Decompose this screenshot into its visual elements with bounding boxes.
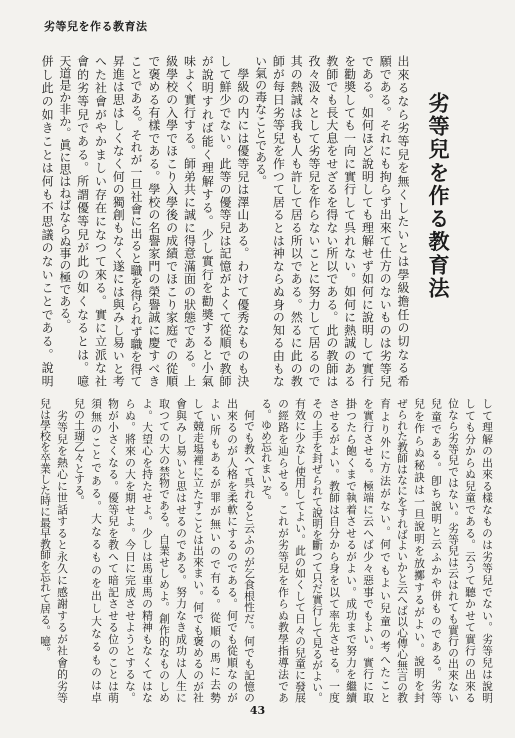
text-column: の經路を辿らせる。これが劣等兒を作らぬ教學指導法であ [277, 398, 290, 703]
text-column: 天道是か非か。眞に思はねばならぬ事の極である。 [57, 55, 72, 331]
text-column: を勸奬しても一向に實行して呉れない。如何に熱誠のある [342, 55, 357, 387]
text-column: よい所もあるが罪が無いので有る。從順の馬に去勢 [209, 398, 222, 703]
text-column: して競走場裡に立たすことは出來まい。何でも褒めるのが社 [192, 398, 205, 703]
text-column: 學級の内には優等兒は澤山ある。わけて優秀なものも決 [235, 55, 250, 387]
text-column: が說明すれば能く理解する。少し實行を勸奬すると小氣 [200, 55, 215, 387]
text-column: 須無のことである。大なるものを出し大なるものは卓 [90, 398, 103, 703]
text-column: 何でも教へて呉れると云ふのが乞食根性だ。何でも記憶の [243, 398, 256, 703]
text-column: である。如何ほど說明しても理解せず如何に說明して實行 [360, 55, 375, 387]
article-title: 劣等兒を作る教育法 [426, 92, 451, 298]
text-column: 會的劣等兒である。所謂優等兒が此の如くなるとは。噫 [75, 55, 90, 387]
lower-text-block [37, 398, 496, 703]
text-column: 教師でも長大息をせざるを得ない所以である。此の教師は [324, 55, 339, 387]
text-column: 級學校の入學でほこり入學後の成績でほこり家庭での從順 [164, 55, 179, 387]
text-column: 併し此の如きことは何も不思議のないことである。說明 [40, 55, 55, 387]
text-column: 孜々汲々として劣等兒を作らないことに努力して居るので [307, 55, 322, 387]
page-number: 43 [249, 704, 266, 717]
text-column: らぬ。將來の大を期せよ。今日に完成させようとするな。 [124, 398, 137, 703]
upper-text-block [37, 55, 411, 387]
text-column: 位なら劣等兒ではない。劣等兒は云はれても實行の出來ない [447, 398, 460, 703]
text-column: その上手を封ぜられて說明を斷つて只だ實行して見るがよい。 [311, 398, 324, 703]
text-column: 出來るのが人格を柔軟にするのである。何でも從順なのが [226, 398, 239, 703]
text-column: で褒める有樣である。學校の名譽家門の榮譽誠に慶すべき [146, 55, 161, 387]
text-column: 昇進は思はしくなく何の獨創もなく遂には與みし易いと考 [111, 55, 126, 387]
text-column: 會與みし易いと思はせるのである。努力なき成功は人生に [175, 398, 188, 703]
text-column: へた社會がやかましい存在になつて來る。實に立派な社 [93, 55, 108, 387]
text-column: ぜられた教師はなにをすればよいかと云へば以心傳心無言の教 [396, 398, 409, 703]
text-column: 兒童である。卽ち說明と云ふかや併ものである。劣等 [430, 398, 443, 703]
text-column: 其の熱誠は我も人も許して居る所以である。然るに此の教 [289, 55, 304, 387]
text-column: を實行させる。極端に云へば少々惡事でもよい。實行に取 [362, 398, 375, 703]
text-column: 出來るなら劣等兒を無くしたいとは學級擔任の切なる希 [396, 55, 410, 387]
text-column: よ。大望心を持たせよ。少しは馬車馬の精神もなくてはな [141, 398, 154, 703]
text-column: 願である。それにも拘らず出來て仕方のないものは劣等兒 [378, 55, 393, 387]
text-column: 味よく實行する。師弟共に誠に得意滿面の狀態である。上 [182, 55, 197, 387]
text-column: る。ゆめ忘れまいぞ。 [260, 398, 273, 506]
text-column: 兒の土瑚乙々とする。 [73, 398, 86, 506]
running-header: 劣等兒を作る教育法 [44, 20, 148, 33]
text-column: して理解の出來る樣なものは劣等兒でない。劣等兒は說明 [481, 398, 494, 703]
text-column: 育より外に方法がない。何でもよい兒童の考へたこと [379, 398, 392, 703]
text-column: して鮮少でない。此等の優等兒は記憶がよくて從順で教師 [218, 55, 233, 387]
text-column: い氣の毒なことである。 [253, 55, 268, 187]
text-column: 兒を作らぬ秘訣は一旦說明を放擲するがよい。說明を封 [413, 398, 426, 703]
text-column: ことである。それが一旦社會に出ると職を得られず職を得て [129, 55, 144, 387]
text-column: 師が每日劣等兒を作つて居るとは神ならぬ身の知る由もな [271, 55, 286, 387]
text-column: 兒は學校を卒業した時に最早教師を忘れて居る。噫。 [39, 398, 52, 658]
text-column: 掛つたら飽くまで執着させるがよい。成功まで努力を繼續 [345, 398, 358, 703]
text-column: 取つての大の禁物である。自業せしめよ。創作的なものしめ [158, 398, 171, 703]
text-column: させるがよい。教師は自分から身を以て率先させる。一度 [328, 398, 341, 703]
text-column: しても分からぬ兒童である。云うて聽かせて實行の出來る [464, 398, 477, 703]
text-column: 有效に少なし使用してよい。此の如くして日々の兒童に發展 [294, 398, 307, 703]
text-column: 物が小さくなる。優等兒を教へて暗記させる位のことは萌 [107, 398, 120, 703]
text-column: 劣等兒を熱心に世話すると永久に感謝するが社會的劣等 [56, 398, 69, 703]
